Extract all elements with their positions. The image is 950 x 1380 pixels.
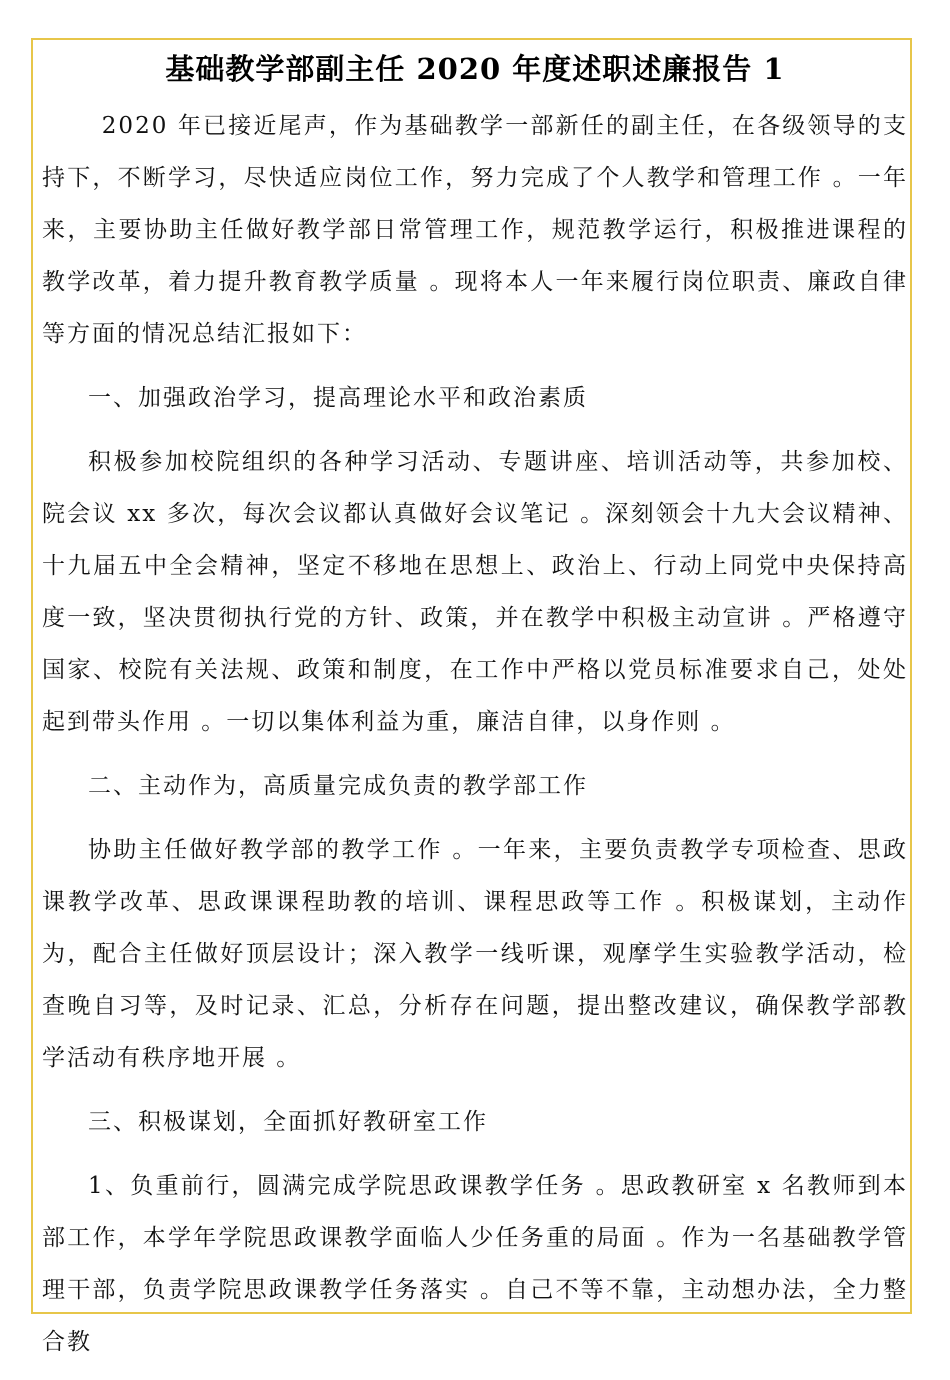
document-body xyxy=(42,40,908,1380)
paragraph-section-2: 协助主任做好教学部的教学工作 。一年来，主要负责教学专项检查、思政课教学改革、思政课课程助教的培训、课程思政等工作 。积极谋划，主动作为，配合主任做好顶层设计；深入教学一线听课，观摩学生实验教学活动，检查晚自习等，及时记录、汇总，分析存在问题，提出整改建议，确保教学部教学活动有秩序地开展 。 xyxy=(42,837,908,1071)
document-title: 基础教学部副主任 2020 年度述职述廉报告 1 xyxy=(165,52,785,86)
paragraph-section-3-item-1: 1、负重前行，圆满完成学院思政课教学任务 。思政教研室 x 名教师到本部工作，本学年学院思政课教学面临人少任务重的局面 。作为一名基础教学管理干部，负责学院思政课教学任务落实 。自己不等不靠，主动想办法，全力整合教 xyxy=(42,1173,908,1355)
paragraph-intro: 2020 年已接近尾声，作为基础教学一部新任的副主任，在各级领导的支持下，不断学习，尽快适应岗位工作，努力完成了个人教学和管理工作 。一年来，主要协助主任做好教学部日常管理工作，规范教学运行，积极推进课程的教学改革，着力提升教育教学质量 。现将本人一年来履行岗位职责、廉政自律等方面的情况总结汇报如下： xyxy=(42,113,908,347)
section-heading-1: 一、加强政治学习，提高理论水平和政治素质 xyxy=(88,385,588,411)
section-heading-2: 二、主动作为，高质量完成负责的教学部工作 xyxy=(88,773,588,799)
paragraph-section-1: 积极参加校院组织的各种学习活动、专题讲座、培训活动等，共参加校、院会议 xx 多次，每次会议都认真做好会议笔记 。深刻领会十九大会议精神、十九届五中全会精神，坚定不移地在思想上、政治上、行动上同党中央保持高度一致，坚决贯彻执行党的方针、政策，并在教学中积极主动宣讲 。严格遵守国家、校院有关法规、政策和制度，在工作中严格以党员标准要求自己，处处起到带头作用 。一切以集体利益为重，廉洁自律，以身作则 。 xyxy=(42,449,908,735)
section-heading-3: 三、积极谋划，全面抓好教研室工作 xyxy=(88,1109,488,1135)
